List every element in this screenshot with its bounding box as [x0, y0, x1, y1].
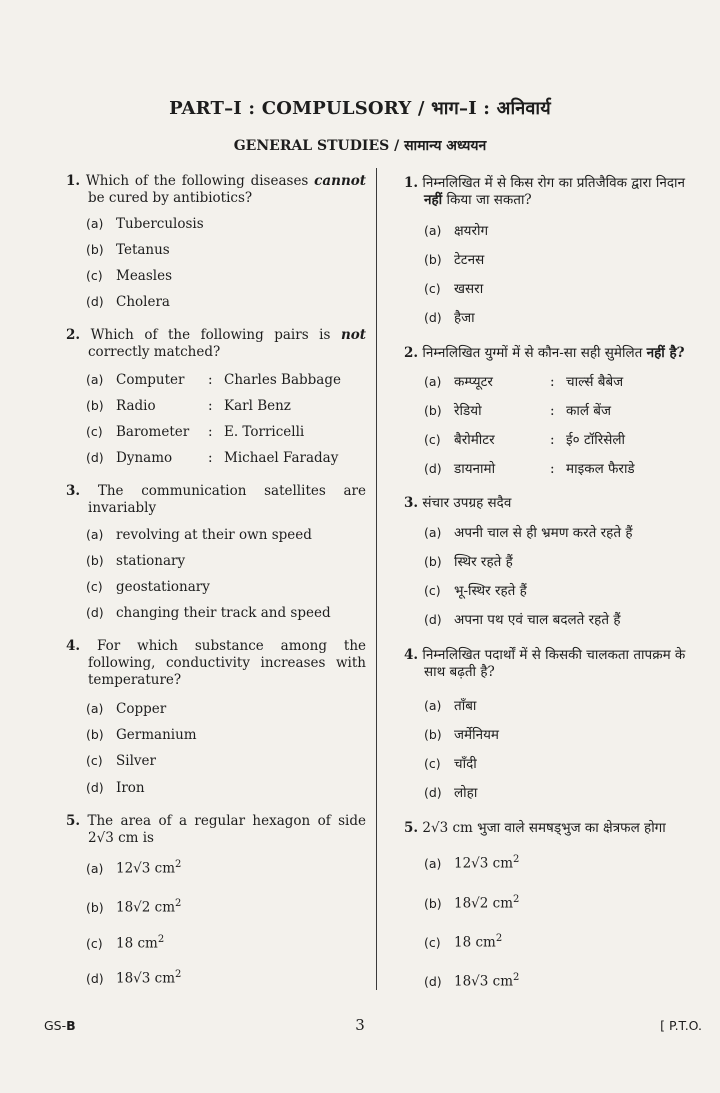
option-5a-en: (a) 12√3 $cm^2$ [86, 859, 182, 877]
question-text: निम्नलिखित में से किस रोग का प्रतिजैविक द्वारा निदान नहीं किया जा सकता? [422, 175, 685, 208]
option-3d-hi: (d) अपना पथ एवं चाल बदलते रहते हैं [424, 612, 621, 628]
option-1a-en: (a) Tuberculosis [86, 216, 204, 232]
option-3c-hi: (c) भू-स्थिर रहते हैं [424, 583, 527, 599]
option-4a-hi: (a) ताँबा [424, 698, 477, 714]
option-4c-en: (c) Silver [86, 753, 156, 769]
page-number: 3 [355, 1016, 365, 1034]
question-4-hi: 4. निम्नलिखित पदार्थों में से किसकी चालकता तापक्रम के साथ बढ़ती है? [404, 647, 686, 680]
question-1-hi: 1. निम्नलिखित में से किस रोग का प्रतिजैविक द्वारा निदान नहीं किया जा सकता? [404, 175, 685, 208]
option-3a-hi: (a) अपनी चाल से ही भ्रमण करते रहते हैं [424, 525, 633, 541]
option-3b-hi: (b) स्थिर रहते हैं [424, 554, 513, 570]
question-3-en: 3. The communication satellites are invariably [66, 483, 366, 516]
option-5d-en: (d) 18√3 $cm^2$ [86, 969, 182, 987]
page-title: PART–I : COMPULSORY / भाग–I : अनिवार्य [169, 98, 551, 119]
question-2-hi: 2. निम्नलिखित युग्मों में से कौन-सा सही सुमेलित नहीं है? [404, 345, 685, 361]
option-2c-hi: (c) बैरोमीटर : ई० टॉरिसेली [424, 432, 626, 448]
option-2a-en: (a) Computer : Charles Babbage [86, 372, 341, 388]
question-text: संचार उपग्रह सदैव [422, 495, 512, 511]
option-5c-en: (c) 18 $cm^2$ [86, 934, 165, 952]
option-5c-hi: (c) 18 $cm^2$ [424, 933, 503, 951]
option-3b-en: (b) stationary [86, 553, 186, 569]
question-4-en: 4. For which substance among the following, conductivity increases with temperature? [66, 638, 367, 688]
question-text: For which substance among the following, conductivity increases with temperature? [88, 638, 367, 688]
question-5-hi: 5. 2√3 cm भुजा वाले समषड्भुज का क्षेत्रफल होगा [404, 820, 666, 836]
option-3d-en: (d) changing their track and speed [86, 605, 331, 621]
option-1a-hi: (a) क्षयरोग [424, 223, 489, 239]
question-text: 2√3 cm भुजा वाले समषड्भुज का क्षेत्रफल होगा [422, 820, 666, 836]
question-number: 1. [66, 173, 81, 189]
question-text: Which of the following diseases cannot be cured by antibiotics? [85, 173, 367, 206]
option-4a-en: (a) Copper [86, 701, 167, 717]
option-2c-en: (c) Barometer : E. Torricelli [86, 424, 305, 440]
question-2-en: 2. Which of the following pairs is not correctly matched? [66, 327, 367, 360]
option-2d-en: (d) Dynamo : Michael Faraday [86, 450, 339, 466]
option-2b-hi: (b) रेडियो : कार्ल बेंज [424, 403, 612, 419]
option-1b-hi: (b) टेटनस [424, 252, 485, 268]
option-5d-hi: (d) 18√3 $cm^2$ [424, 972, 520, 990]
question-5-en: 5. The area of a regular hexagon of side 2√3 cm is [66, 813, 366, 846]
question-1-en [66, 173, 366, 207]
question-text: The communication satellites are invariably [88, 483, 366, 516]
column-divider [376, 168, 377, 990]
option-5b-hi: (b) 18√2 $cm^2$ [424, 894, 520, 912]
question-text: निम्नलिखित पदार्थों में से किसकी चालकता तापक्रम के साथ बढ़ती है? [422, 647, 686, 680]
pto-note: [ P.T.O. [660, 1018, 702, 1033]
option-4c-hi: (c) चाँदी [424, 756, 477, 772]
option-4b-en: (b) Germanium [86, 727, 197, 743]
question-text: The area of a regular hexagon of side 2√3 cm is [87, 813, 366, 846]
option-1d-en: (d) Cholera [86, 294, 170, 310]
booklet-code: GS-B [44, 1018, 76, 1033]
option-2d-hi: (d) डायनामो : माइकल फैराडे [424, 461, 635, 477]
option-3c-en: (c) geostationary [86, 579, 210, 595]
question-text: निम्नलिखित युग्मों में से कौन-सा सही सुमेलित नहीं है? [422, 345, 685, 361]
question-text: Which of the following pairs is not correctly matched? [88, 327, 367, 360]
option-5b-en: (b) 18√2 $cm^2$ [86, 898, 182, 916]
option-2b-en: (b) Radio : Karl Benz [86, 398, 291, 414]
option-1c-hi: (c) खसरा [424, 281, 484, 297]
option-4b-hi: (b) जर्मेनियम [424, 727, 499, 743]
question-3-hi: 3. संचार उपग्रह सदैव [404, 495, 512, 511]
option-4d-en: (d) Iron [86, 780, 145, 796]
option-1c-en: (c) Measles [86, 268, 173, 284]
option-2a-hi: (a) कम्प्यूटर : चार्ल्स बैबेज [424, 374, 624, 390]
option-1b-en: (b) Tetanus [86, 242, 170, 258]
option-1d-hi: (d) हैजा [424, 310, 475, 326]
option-4d-hi: (d) लोहा [424, 785, 478, 801]
option-5a-hi: (a) 12√3 $cm^2$ [424, 854, 520, 872]
option-3a-en: (a) revolving at their own speed [86, 527, 312, 543]
section-subtitle: GENERAL STUDIES / सामान्य अध्ययन [233, 138, 487, 154]
